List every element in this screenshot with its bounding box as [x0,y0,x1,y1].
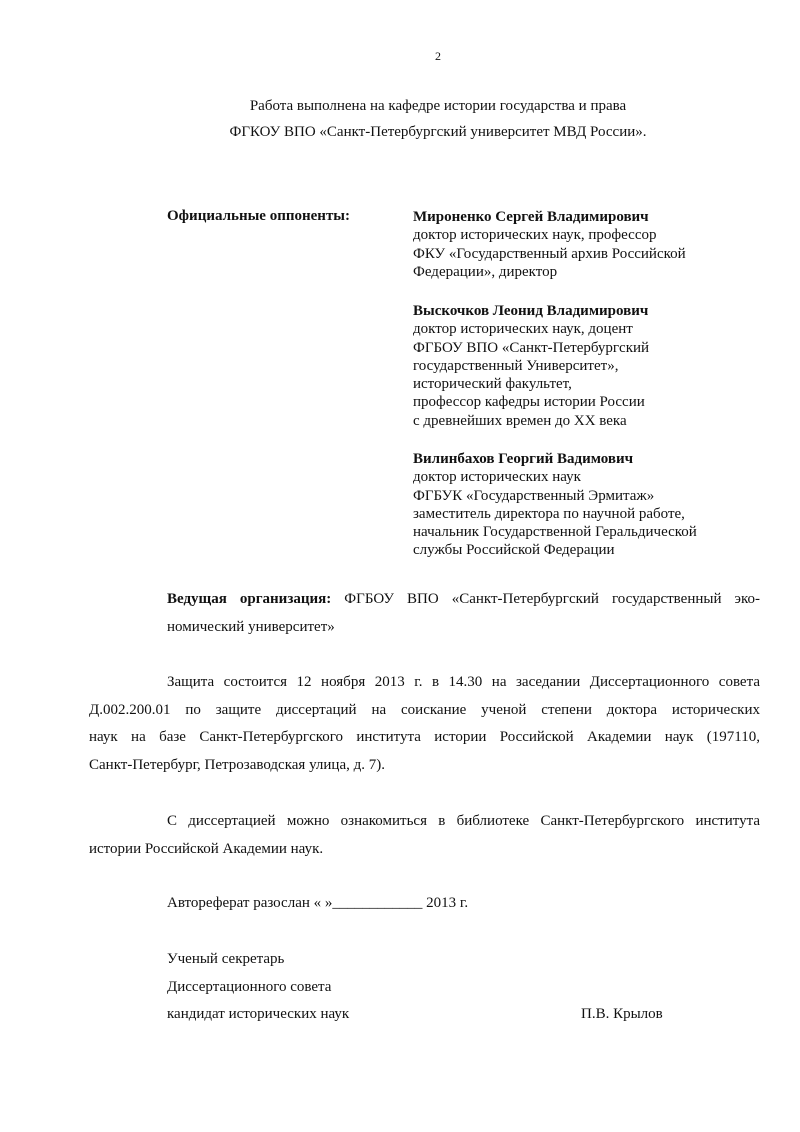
opponent-detail: профессор кафедры истории России [413,394,645,411]
leading-organization-name: ФГБОУ ВПО «Санкт-Петербургский государственный эко- [344,591,760,607]
library-line: истории Российской Академии наук. [89,840,324,857]
opponent-detail: с древнейших времен до XX века [413,412,627,429]
secretary-title: Ученый секретарь [167,951,285,967]
defense-line: наук на базе Санкт-Петербургского института истории Российской Академии наук (197110, [89,729,760,745]
opponent-name: Вилинбахов Георгий Вадимович [413,451,634,467]
opponent-detail: заместитель директора по научной работе, [413,505,685,522]
secretary-degree: кандидат исторических наук [167,1006,350,1022]
opponent-detail: Федерации», директор [413,263,558,280]
defense-paragraph [89,669,760,779]
opponent-detail: государственный Университет», [413,357,619,374]
defense-line: Санкт-Петербург, Петрозаводская улица, д. 7). [89,756,385,773]
council-name: Диссертационного совета [167,979,332,995]
library-line: С диссертацией можно ознакомиться в библиотеке Санкт-Петербургского института [167,813,760,829]
opponent-name: Выскочков Леонид Владимирович [413,303,649,319]
opponent-detail: доктор исторических наук, доцент [413,321,633,338]
secretary-name: П.В. Крылов [581,1006,663,1022]
opponent-detail: ФКУ «Государственный архив Российской [413,245,686,262]
defense-line: Д.002.200.01 по защите диссертаций на соискание ученой степени доктора исторических [89,701,760,718]
header-line-1: Работа выполнена на кафедре истории государства и права [249,98,627,114]
defense-line: Защита состоится 12 ноября 2013 г. в 14.30 на заседании Диссертационного совета [167,674,760,690]
leading-organization [167,586,760,641]
sent-date: Автореферат разослан « »____________ 2013 г. [167,895,469,911]
opponent-detail: ФГБОУ ВПО «Санкт-Петербургский [413,339,650,356]
opponent-name: Мироненко Сергей Владимирович [413,209,649,225]
opponent-detail: службы Российской Федерации [413,542,615,559]
leading-organization-line [167,586,760,614]
leading-organization-label: Ведущая организация: [167,591,332,607]
header-line-2: ФГКОУ ВПО «Санкт-Петербургский университет МВД России». [229,124,647,140]
opponents-heading: Официальные оппоненты: [167,208,351,224]
leading-organization-line: номический университет» [167,618,335,635]
opponent-detail: ФГБУК «Государственный Эрмитаж» [413,487,655,504]
opponent-detail: начальник Государственной Геральдической [413,524,697,541]
opponent-detail: исторический факультет, [413,376,572,393]
opponent-2 [413,302,649,430]
opponent-1 [413,208,686,281]
opponent-detail: доктор исторических наук, профессор [413,227,657,244]
opponent-3 [413,450,697,560]
library-paragraph [89,808,760,863]
opponent-detail: доктор исторических наук [413,469,581,486]
page-number: 2 [435,49,441,63]
